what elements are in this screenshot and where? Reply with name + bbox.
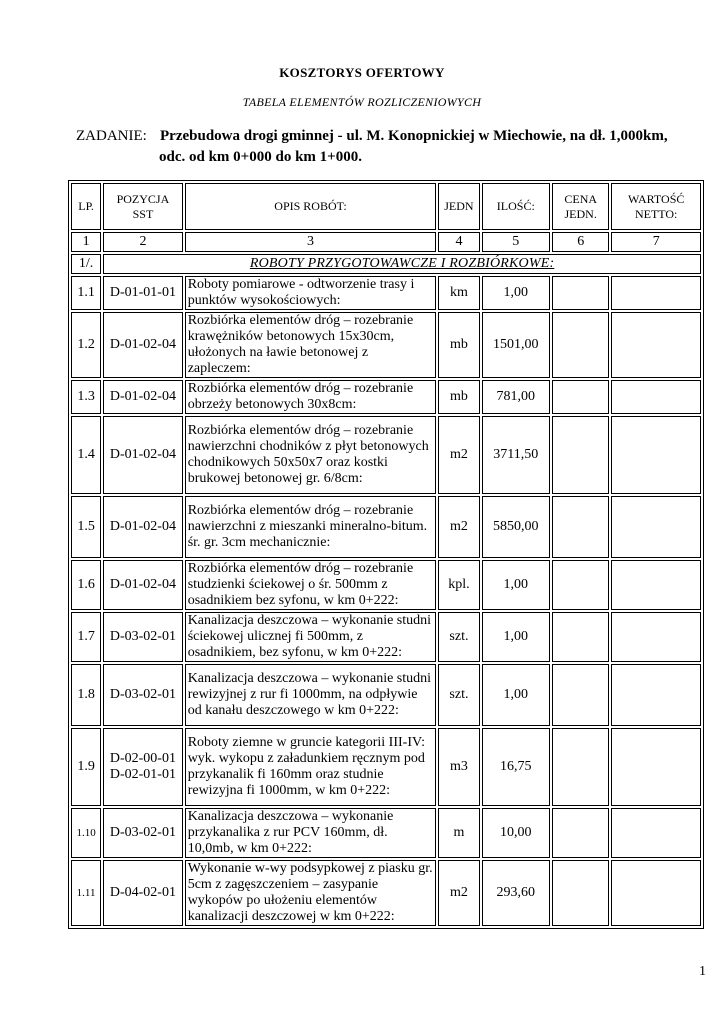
row-lp: 1.6 [71, 560, 101, 610]
row-unit-price [552, 664, 609, 726]
header-cena: CENA JEDN. [552, 183, 609, 230]
column-number-row [71, 232, 701, 252]
row-unit-price [552, 560, 609, 610]
row-unit: szt. [438, 664, 479, 726]
table-row [71, 496, 701, 558]
row-sst: D-01-02-04 [103, 416, 183, 494]
row-quantity: 1,00 [482, 664, 550, 726]
row-quantity: 1,00 [482, 560, 550, 610]
row-quantity: 5850,00 [482, 496, 550, 558]
task-line-1: Przebudowa drogi gminnej - ul. M. Konopnickiej w Miechowie, na dł. 1,000km, [160, 128, 668, 144]
row-sst: D-01-02-04 [103, 560, 183, 610]
column-number: 7 [611, 232, 701, 252]
row-net-value [611, 276, 701, 310]
row-sst: D-01-01-01 [103, 276, 183, 310]
row-description: Kanalizacja deszczowa – wykonanie studni rewizyjnej z rur fi 1000mm, na odpływie od kanału deszczowego w km 0+222: [185, 664, 437, 726]
row-unit: kpl. [438, 560, 479, 610]
header-sst: POZYCJA SST [103, 183, 183, 230]
row-sst: D-03-02-01 [103, 612, 183, 662]
row-lp: 1.10 [71, 808, 101, 858]
cost-estimate-table [68, 180, 704, 929]
row-description: Roboty pomiarowe - odtworzenie trasy i punktów wysokościowych: [185, 276, 437, 310]
table-row [71, 860, 701, 926]
row-lp: 1.2 [71, 312, 101, 378]
row-quantity: 293,60 [482, 860, 550, 926]
row-lp: 1.1 [71, 276, 101, 310]
row-sst: D-03-02-01 [103, 664, 183, 726]
row-sst: D-04-02-01 [103, 860, 183, 926]
column-number: 3 [185, 232, 437, 252]
row-net-value [611, 496, 701, 558]
row-unit-price [552, 496, 609, 558]
row-lp: 1.9 [71, 728, 101, 806]
column-number: 6 [552, 232, 609, 252]
row-quantity: 1,00 [482, 612, 550, 662]
row-net-value [611, 808, 701, 858]
row-description: Kanalizacja deszczowa – wykonanie przykanalika z rur PCV 160mm, dł. 10,0mb, w km 0+222: [185, 808, 437, 858]
row-description: Rozbiórka elementów dróg – rozebranie nawierzchni chodników z płyt betonowych chodnikowych 50x50x7 oraz kostki brukowej betonowej gr. 6/8cm: [185, 416, 437, 494]
row-quantity: 1501,00 [482, 312, 550, 378]
table-row [71, 808, 701, 858]
row-net-value [611, 312, 701, 378]
row-unit-price [552, 728, 609, 806]
row-lp: 1.3 [71, 380, 101, 414]
row-unit-price [552, 276, 609, 310]
row-lp: 1.11 [71, 860, 101, 926]
row-description: Kanalizacja deszczowa – wykonanie studni ściekowej ulicznej fi 500mm, z osadnikiem, bez syfonu, w km 0+222: [185, 612, 437, 662]
row-sst: D-01-02-04 [103, 380, 183, 414]
row-net-value [611, 416, 701, 494]
document-subtitle: TABELA ELEMENTÓW ROZLICZENIOWYCH [242, 95, 482, 109]
row-description: Rozbiórka elementów dróg – rozebranie nawierzchni z mieszanki mineralno-bitum. śr. gr. 3cm mechanicznie: [185, 496, 437, 558]
header-wartosc: WARTOŚĆ NETTO: [611, 183, 701, 230]
row-net-value [611, 728, 701, 806]
section-title: ROBOTY PRZYGOTOWAWCZE I ROZBIÓRKOWE: [103, 254, 701, 274]
table-row [71, 728, 701, 806]
row-unit-price [552, 860, 609, 926]
table-row [71, 416, 701, 494]
row-quantity: 781,00 [482, 380, 550, 414]
row-lp: 1.7 [71, 612, 101, 662]
table-row [71, 380, 701, 414]
column-number: 4 [438, 232, 479, 252]
row-description: Rozbiórka elementów dróg – rozebranie obrzeży betonowych 30x8cm: [185, 380, 437, 414]
header-opis: OPIS ROBÓT: [185, 183, 437, 230]
row-sst: D-01-02-04 [103, 312, 183, 378]
row-net-value [611, 664, 701, 726]
row-unit-price [552, 380, 609, 414]
row-quantity: 16,75 [482, 728, 550, 806]
row-quantity: 10,00 [482, 808, 550, 858]
row-quantity: 3711,50 [482, 416, 550, 494]
column-number: 5 [482, 232, 550, 252]
row-description: Rozbiórka elementów dróg – rozebranie studzienki ściekowej o śr. 500mm z osadnikiem bez syfonu, w km 0+222: [185, 560, 437, 610]
section-row [71, 254, 701, 274]
row-sst: D-02-00-01 D-02-01-01 [103, 728, 183, 806]
table-row [71, 276, 701, 310]
row-description: Roboty ziemne w gruncie kategorii III-IV: wyk. wykopu z załadunkiem ręcznym pod przykanalik fi 160mm oraz studnie rewizyjna fi 1000mm, w km 0+222: [185, 728, 437, 806]
row-unit: mb [438, 380, 479, 414]
row-unit: szt. [438, 612, 479, 662]
document-title: KOSZTORYS OFERTOWY [279, 65, 445, 80]
row-unit-price [552, 416, 609, 494]
row-net-value [611, 612, 701, 662]
row-description: Rozbiórka elementów dróg – rozebranie krawężników betonowych 15x30cm, ułożonych na ławie betonowej z zapleczem: [185, 312, 437, 378]
row-lp: 1.5 [71, 496, 101, 558]
row-unit-price [552, 312, 609, 378]
header-lp: LP. [71, 183, 101, 230]
header-row [71, 183, 701, 230]
row-description: Wykonanie w-wy podsypkowej z piasku gr. 5cm z zagęszczeniem – zasypanie wykopów po ułożeniu elementów kanalizacji deszczowej w km 0+222: [185, 860, 437, 926]
row-lp: 1.4 [71, 416, 101, 494]
row-lp: 1.8 [71, 664, 101, 726]
row-net-value [611, 560, 701, 610]
row-unit: m [438, 808, 479, 858]
row-unit: m2 [438, 416, 479, 494]
column-number: 1 [71, 232, 101, 252]
table-row [71, 560, 701, 610]
row-unit: m2 [438, 860, 479, 926]
table-row [71, 612, 701, 662]
row-unit: mb [438, 312, 479, 378]
column-number: 2 [103, 232, 183, 252]
task-label: ZADANIE: [76, 128, 147, 144]
row-sst: D-03-02-01 [103, 808, 183, 858]
row-unit-price [552, 612, 609, 662]
header-ilosc: ILOŚĆ: [482, 183, 550, 230]
row-unit: m2 [438, 496, 479, 558]
table-row [71, 312, 701, 378]
row-net-value [611, 860, 701, 926]
row-unit: km [438, 276, 479, 310]
row-unit-price [552, 808, 609, 858]
page-number: 1 [699, 964, 706, 979]
row-unit: m3 [438, 728, 479, 806]
task-line-2: odc. od km 0+000 do km 1+000. [159, 149, 362, 165]
row-quantity: 1,00 [482, 276, 550, 310]
header-jedn: JEDN [438, 183, 479, 230]
row-sst: D-01-02-04 [103, 496, 183, 558]
row-net-value [611, 380, 701, 414]
table-row [71, 664, 701, 726]
section-lp: 1/. [71, 254, 101, 274]
